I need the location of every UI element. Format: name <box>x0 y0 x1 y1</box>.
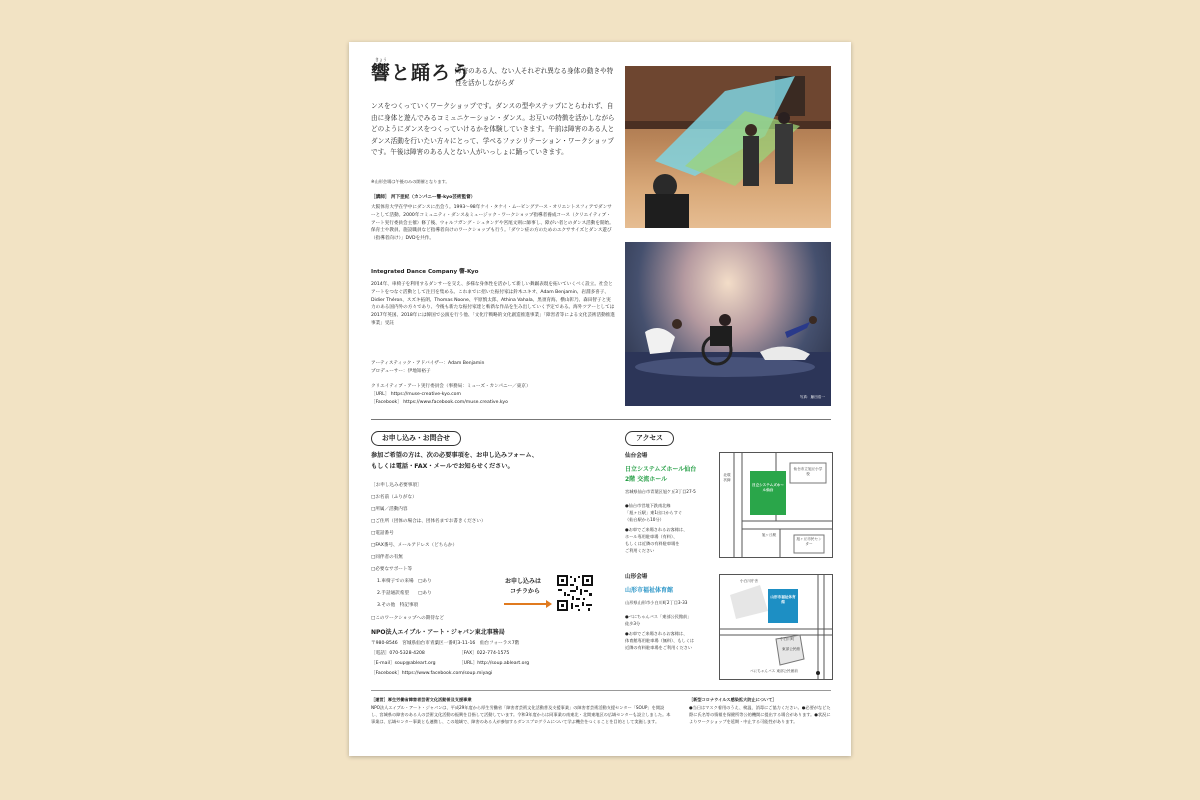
sendai-note-4: ご利用ください <box>625 548 655 553</box>
performance-photo-illustration <box>625 242 831 406</box>
sendai-note-2: ホール専用駐車場（有料）、 <box>625 534 678 539</box>
sendai-map-center: 旭ヶ丘市民センター <box>796 537 822 546</box>
intro-note: ※山形会場は午後のみの開催となります。 <box>371 179 450 184</box>
yamagata-note-2: 体育館専用駐車場（無料）、もしくは <box>625 638 695 643</box>
req-item-phone: □電話番号 <box>371 531 394 536</box>
title-ruby: きょう <box>375 57 387 62</box>
sendai-address: 宮城県仙台市青葉区旭ケ丘3丁目27-5 <box>625 489 696 494</box>
company-advisor: アーティスティック・アドバイザー：Adam Benjamin <box>371 361 485 366</box>
yamagata-address: 山形県山形市小白川町2丁目3-33 <box>625 600 688 605</box>
page-title: 響と踊ろう <box>371 62 472 84</box>
req-item-fax-email: □FAX番号、メールアドレス（どちらか） <box>371 543 458 548</box>
qr-code[interactable] <box>556 574 594 612</box>
contact-url[interactable]: ［URL］http://soup.ableart.org <box>459 661 530 666</box>
section-divider <box>371 419 831 420</box>
sendai-map-hall: 日立システムズホール仙台 <box>752 483 784 492</box>
contact-tel: ［電話］070-5328-4208 <box>371 651 425 656</box>
contact-org: NPO法人エイブル・アート・ジャパン東北事務局 <box>371 629 505 636</box>
intro-top: 障害のある人、ない人それぞれ異なる身体の動きや特性を活かしながらダ <box>455 67 614 87</box>
req-item-sign-language: 2.手話通訳希望 □あり <box>377 591 432 596</box>
company-producer: プロデューサー：伊地知裕子 <box>371 369 431 374</box>
sponsor-heading: ［運営］厚生労働省障害者芸術文化活動普及支援事業 <box>371 697 472 702</box>
requirements-heading: ［お申し込み必要事項］ <box>371 483 422 488</box>
yamagata-note-3: 近隣の有料駐車場をご利用ください <box>625 645 693 650</box>
instructor-heading: ［講師］ 河下亜紀（カンパニー響-kyo芸術監督） <box>371 195 476 200</box>
intro-body: ンスをつくっていくワークショップです。ダンスの型やステップにとらわれず、自由に身体と遊んでみるコミュニケーション・ダンス。お互いの特徴を活かしながらどのようにダンスをつくっていけるかを体験していきます。午前は障害のある人とダンス活動を行いたい方々にとって、学べるファシリテーション・ワークショップです。午後は障害のある人とない人がいっしょに踊っていきます。 <box>371 102 615 156</box>
footer-divider <box>371 690 831 691</box>
sendai-map-station: 旭ヶ丘駅 <box>761 533 777 537</box>
yamagata-note-1: ●お車でご来場されるお客様は、 <box>625 631 688 636</box>
application-pill: お申し込み・お問合せ <box>371 431 461 446</box>
yamagata-bus-2: 徒歩3分 <box>625 621 641 626</box>
instructor-bio: 大阪体育大学在学中にダンスに出会う。1993〜98年ケイ・タケイ・ムービングアース・オリエントスフィアでダンサーとして活動。2000年コミュニティ・ダンス＆ミュージック・ワークショップ指導者養成コース（クリエイティブ・アート実行委員会主催）修了後、ウォルフガング・シュタンゲや宮尾文則に師事し、障がい者とのダンス活動を開始。保育士や教員、施設職員など指導者向けのワークショップも行う。「ダウン症の方のためのエクササイズとダンス遊び（指導者向け）」DVDを共作。 <box>371 205 614 242</box>
company-url[interactable]: ［URL］ https://muse-creative-kyo.com <box>371 392 461 397</box>
sendai-route-2: 「旭ヶ丘駅」東1出口からすぐ <box>625 510 683 515</box>
req-item-address: □ご住所（団体の場合は、団体名までお書きください） <box>371 519 486 524</box>
qr-code-pattern <box>556 574 594 612</box>
req-item-expectation: □このワークショップへの期待など <box>371 616 445 621</box>
workshop-photo <box>625 66 831 228</box>
performance-photo <box>625 242 831 406</box>
sendai-label: 仙台会場 <box>625 453 648 459</box>
workshop-photo-illustration <box>625 66 831 228</box>
sendai-map <box>719 452 833 558</box>
qr-arrow-head <box>546 600 552 608</box>
company-org: クリエイティブ・アート実行委員会（事務局：ミューズ・カンパニー／東京） <box>371 384 531 389</box>
qr-arrow <box>504 603 548 605</box>
application-lead-2: もしくは電話・FAX・メールでお知らせください。 <box>371 463 514 470</box>
company-body: 2014年、車椅子を利用するダンサーを交え、多様な身体性を活かして新しい舞踊表現を拓いていくべく設立。社会とアートをつなぐ活動として注目を集める。これまでに招いた振付家は鈴木ユキオ、Adam Benjamin、岩淵多喜子、Didier Théron、スズキ拓朗、Thomas Noone、平原慎太郎、Athina Vahala、黒須育海、横山彰乃、森田智子と実力のある国内外の方々であり、今後も新たな振付家達と斬新な作品を生み出していく予定である。海外ツアーとしては2017年英国、2018年には韓国で公演を行う他、「文化庁戦略的文化創造推進事業」「障害者等による文化芸術活動推進事業」受託 <box>371 282 615 326</box>
sendai-venue-1: 日立システムズホール仙台 <box>625 466 697 473</box>
yamagata-map-office: 小白川庁舎 <box>740 579 758 583</box>
sendai-venue-2: 2階 交流ホール <box>625 476 668 483</box>
contact-address: 〒980-8546 宮城県仙台市青葉区一番町3-11-16 仙台フォーラス7階 <box>371 641 520 646</box>
sendai-map-road: 北環状線 <box>723 473 731 482</box>
qr-label-1: お申し込みは <box>505 578 542 585</box>
yamagata-map-bus: べにちゃんバス 東部公民館前 <box>750 669 798 673</box>
req-item-name: □お名前（ふりがな） <box>371 495 417 500</box>
contact-fax: ［FAX］022-774-1575 <box>459 651 510 656</box>
access-pill: アクセス <box>625 431 674 446</box>
contact-facebook[interactable]: ［Facebook］https://www.facebook.com/soup.miyagi <box>371 671 493 676</box>
covid-heading: ［新型コロナウイルス感染拡大防止について］ <box>689 697 777 702</box>
sendai-note-3: もしくは近隣の有料駐車場を <box>625 541 680 546</box>
sponsor-body: NPO法人エイブル・アート・ジャパンは、平成29年度から厚生労働省「障害者芸術文化活動普及支援事業」の障害者芸術活動支援センター「SOUP」を開設し、宮城県の障害のある人の芸術文化活動の振興を目指して活動しています。令和3年度からは同事業の南東北・北関東地区の広域センターも設立しました。本事業は、広域センター事業とも連携し、この地域で、障害のある人が参加するダンスプログラムについて学ぶ機会をつくることを目的として実施します。 <box>371 705 671 724</box>
qr-label-2: コチラから <box>510 588 541 595</box>
sendai-route-1: ●仙台市営地下鉄南北線 <box>625 503 671 508</box>
photo-credit: 写真：藤田浩一 <box>799 395 825 400</box>
yamagata-map-park: 東部公民館 <box>782 647 800 651</box>
req-item-affiliation: □所属／活動内容 <box>371 507 408 512</box>
flyer-sheet <box>349 42 851 756</box>
req-item-support: □必要なサポート等 <box>371 567 413 572</box>
req-item-other: 3.その他 特記事項 <box>377 603 419 608</box>
yamagata-map <box>719 574 833 680</box>
yamagata-bus-1: ●べにちゃんバス「東部公民館前」 <box>625 614 692 619</box>
application-lead-1: 参加ご希望の方は、次の必要事項を、お申し込みフォーム、 <box>371 452 538 459</box>
yamagata-label: 山形会場 <box>625 574 648 580</box>
yamagata-venue: 山形市福祉体育館 <box>625 587 674 594</box>
covid-body: ●当日はマスク着用のうえ、検温、消毒にご協力ください。●必要がなどた際に氏名等の情報を保健所等公的機関に提出する場合があります。●状況によりワークショップを延期・中止する可能性があります。 <box>689 705 831 724</box>
yamagata-map-town: 小白川町 <box>780 637 795 641</box>
yamagata-map-gym: 山形市福祉体育館 <box>770 595 796 604</box>
company-facebook[interactable]: ［Facebook］ https://www.facebook.com/muse.creative.kyo <box>371 400 508 405</box>
req-item-wheelchair: 1.車椅子での来場 □あり <box>377 579 432 584</box>
sendai-note-1: ●お車でご来場されるお客様は、 <box>625 527 688 532</box>
sendai-map-school: 仙台市立旭丘小学校 <box>793 467 823 476</box>
req-item-companion: □同伴者の有無 <box>371 555 403 560</box>
sendai-hall-block <box>750 471 786 515</box>
contact-email[interactable]: ［E-mail］soup@ableart.org <box>371 661 436 666</box>
company-heading: Integrated Dance Company 響-Kyo <box>371 269 479 275</box>
sendai-route-3: （仙台駅から10分） <box>625 517 664 522</box>
